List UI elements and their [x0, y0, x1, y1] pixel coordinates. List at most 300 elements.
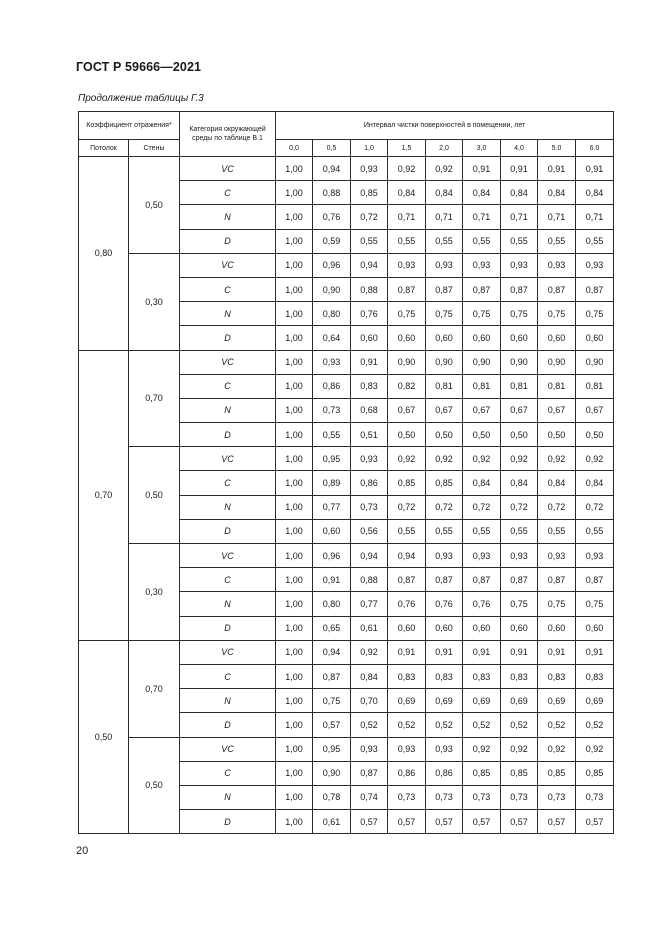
coefficient-cell: 0,60 [538, 616, 576, 640]
category-value: VC [180, 253, 276, 277]
coefficient-cell: 1,00 [276, 350, 313, 374]
coefficient-cell: 0,77 [313, 495, 351, 519]
coefficient-cell: 0,93 [351, 157, 388, 181]
coefficient-cell: 0,65 [313, 616, 351, 640]
coefficient-cell: 1,00 [276, 423, 313, 447]
table-row [79, 447, 614, 471]
coefficient-cell: 0,73 [426, 785, 463, 809]
coefficient-cell: 0,90 [538, 350, 576, 374]
coefficient-cell: 0,81 [463, 374, 501, 398]
coefficient-cell: 0,93 [313, 350, 351, 374]
coefficient-cell: 0,55 [388, 519, 426, 543]
coefficient-cell: 0,86 [313, 374, 351, 398]
interval-header-cell: 0,0 [276, 140, 313, 157]
coefficient-cell: 0,87 [313, 664, 351, 688]
coefficient-cell: 0,73 [351, 495, 388, 519]
coefficient-cell: 0,91 [313, 568, 351, 592]
coefficient-cell: 0,85 [426, 471, 463, 495]
coefficient-cell: 0,92 [426, 447, 463, 471]
coefficient-cell: 0,91 [538, 640, 576, 664]
coefficient-cell: 0,57 [538, 810, 576, 834]
coefficient-cell: 0,80 [313, 592, 351, 616]
coefficient-cell: 0,50 [501, 423, 538, 447]
coefficient-cell: 0,75 [576, 302, 614, 326]
category-value: C [180, 277, 276, 301]
coefficient-cell: 0,60 [426, 616, 463, 640]
table-row [79, 737, 614, 761]
coefficient-cell: 0,87 [351, 761, 388, 785]
coefficient-cell: 0,52 [351, 713, 388, 737]
coefficient-cell: 0,92 [501, 737, 538, 761]
coefficient-cell: 0,93 [351, 737, 388, 761]
coefficient-cell: 0,71 [463, 205, 501, 229]
ceiling-value: 0,80 [79, 157, 129, 351]
coefficient-cell: 0,84 [501, 181, 538, 205]
coefficient-cell: 0,74 [351, 785, 388, 809]
coefficient-cell: 0,50 [463, 423, 501, 447]
coefficient-cell: 1,00 [276, 302, 313, 326]
coefficient-cell: 0,94 [351, 253, 388, 277]
coefficient-cell: 1,00 [276, 592, 313, 616]
coefficient-cell: 0,72 [388, 495, 426, 519]
coefficient-cell: 0,92 [463, 737, 501, 761]
coefficient-cell: 0,86 [388, 761, 426, 785]
coefficient-cell: 0,87 [426, 277, 463, 301]
coefficient-cell: 0,60 [463, 616, 501, 640]
coefficient-cell: 0,67 [576, 398, 614, 422]
coefficient-cell: 0,84 [463, 181, 501, 205]
coefficient-cell: 0,55 [426, 229, 463, 253]
coefficient-cell: 0,52 [426, 713, 463, 737]
coefficient-cell: 0,75 [313, 689, 351, 713]
coefficient-cell: 0,76 [388, 592, 426, 616]
coefficient-cell: 0,73 [313, 398, 351, 422]
coefficient-cell: 0,84 [576, 181, 614, 205]
ceiling-value: 0,70 [79, 350, 129, 640]
cleaning-interval-table [78, 111, 614, 834]
coefficient-cell: 0,95 [313, 737, 351, 761]
category-value: VC [180, 737, 276, 761]
coefficient-cell: 0,92 [576, 737, 614, 761]
coefficient-cell: 0,69 [388, 689, 426, 713]
coefficient-cell: 1,00 [276, 616, 313, 640]
coefficient-cell: 0,75 [388, 302, 426, 326]
coefficient-cell: 0,90 [463, 350, 501, 374]
coefficient-cell: 0,75 [538, 592, 576, 616]
coefficient-cell: 0,73 [463, 785, 501, 809]
coefficient-cell: 0,55 [463, 229, 501, 253]
coefficient-cell: 0,85 [463, 761, 501, 785]
coefficient-cell: 0,52 [388, 713, 426, 737]
table-row [79, 640, 614, 664]
walls-value: 0,50 [129, 157, 180, 254]
coefficient-cell: 0,69 [463, 689, 501, 713]
category-value: N [180, 205, 276, 229]
coefficient-cell: 0,72 [463, 495, 501, 519]
coefficient-cell: 0,90 [501, 350, 538, 374]
coefficient-cell: 1,00 [276, 229, 313, 253]
coefficient-cell: 0,87 [538, 568, 576, 592]
coefficient-cell: 0,60 [426, 326, 463, 350]
interval-header-cell: 3,0 [463, 140, 501, 157]
walls-value: 0,70 [129, 640, 180, 737]
table-row [79, 350, 614, 374]
walls-value: 0,70 [129, 350, 180, 447]
coefficient-cell: 0,57 [426, 810, 463, 834]
coefficient-cell: 0,64 [313, 326, 351, 350]
coefficient-cell: 0,94 [388, 544, 426, 568]
coefficient-cell: 0,60 [501, 616, 538, 640]
table-row [79, 253, 614, 277]
coefficient-cell: 0,90 [388, 350, 426, 374]
coefficient-cell: 0,71 [501, 205, 538, 229]
coefficient-cell: 1,00 [276, 326, 313, 350]
coefficient-cell: 0,60 [463, 326, 501, 350]
page-number: 20 [76, 845, 89, 857]
category-value: D [180, 229, 276, 253]
coefficient-cell: 0,93 [388, 737, 426, 761]
coefficient-cell: 0,57 [351, 810, 388, 834]
coefficient-cell: 0,60 [351, 326, 388, 350]
coefficient-cell: 0,92 [538, 737, 576, 761]
coefficient-cell: 0,93 [501, 253, 538, 277]
coefficient-cell: 0,76 [426, 592, 463, 616]
coefficient-cell: 0,67 [388, 398, 426, 422]
coefficient-cell: 0,75 [576, 592, 614, 616]
coefficient-cell: 0,83 [388, 664, 426, 688]
coefficient-cell: 0,90 [576, 350, 614, 374]
category-value: D [180, 616, 276, 640]
coefficient-cell: 0,57 [501, 810, 538, 834]
category-value: N [180, 592, 276, 616]
coefficient-cell: 0,55 [501, 519, 538, 543]
coefficient-cell: 0,91 [463, 640, 501, 664]
interval-header-cell: 2,0 [426, 140, 463, 157]
coefficient-cell: 1,00 [276, 568, 313, 592]
coefficient-cell: 0,50 [538, 423, 576, 447]
coefficient-cell: 0,87 [538, 277, 576, 301]
category-value: C [180, 664, 276, 688]
coefficient-cell: 0,85 [388, 471, 426, 495]
coefficient-cell: 0,90 [313, 277, 351, 301]
coefficient-cell: 1,00 [276, 810, 313, 834]
category-value: VC [180, 157, 276, 181]
interval-header: Интервал чистки поверхностей в помещении, лет [276, 112, 614, 140]
coefficient-cell: 0,55 [351, 229, 388, 253]
coefficient-cell: 0,75 [538, 302, 576, 326]
coefficient-cell: 0,55 [426, 519, 463, 543]
coefficient-cell: 1,00 [276, 761, 313, 785]
coefficient-cell: 1,00 [276, 471, 313, 495]
coefficient-cell: 0,60 [388, 616, 426, 640]
coefficient-cell: 0,75 [426, 302, 463, 326]
coefficient-cell: 0,88 [313, 181, 351, 205]
coefficient-cell: 0,50 [426, 423, 463, 447]
coefficient-cell: 0,96 [313, 253, 351, 277]
category-value: C [180, 471, 276, 495]
coefficient-cell: 0,51 [351, 423, 388, 447]
coefficient-cell: 0,87 [501, 277, 538, 301]
coefficient-cell: 0,55 [576, 229, 614, 253]
coefficient-cell: 0,89 [313, 471, 351, 495]
coefficient-cell: 0,69 [501, 689, 538, 713]
coefficient-cell: 0,52 [538, 713, 576, 737]
coefficient-cell: 0,92 [501, 447, 538, 471]
coefficient-cell: 0,93 [538, 544, 576, 568]
coefficient-cell: 0,81 [501, 374, 538, 398]
coefficient-cell: 0,55 [576, 519, 614, 543]
coefficient-cell: 0,55 [501, 229, 538, 253]
category-value: C [180, 761, 276, 785]
coefficient-cell: 1,00 [276, 398, 313, 422]
coefficient-cell: 0,72 [501, 495, 538, 519]
coefficient-cell: 0,84 [426, 181, 463, 205]
category-value: VC [180, 350, 276, 374]
coefficient-cell: 0,93 [426, 544, 463, 568]
coefficient-cell: 1,00 [276, 737, 313, 761]
coefficient-cell: 0,90 [313, 761, 351, 785]
table-row [79, 544, 614, 568]
coefficient-cell: 0,60 [576, 616, 614, 640]
interval-header-cell: 1,0 [351, 140, 388, 157]
coefficient-cell: 0,93 [388, 253, 426, 277]
coefficient-cell: 0,91 [463, 157, 501, 181]
coefficient-cell: 0,57 [388, 810, 426, 834]
walls-value: 0,50 [129, 447, 180, 544]
coefficient-cell: 0,73 [576, 785, 614, 809]
coefficient-cell: 0,83 [501, 664, 538, 688]
coefficient-cell: 0,84 [351, 664, 388, 688]
coefficient-cell: 0,83 [463, 664, 501, 688]
coefficient-cell: 0,85 [501, 761, 538, 785]
coefficient-cell: 0,91 [426, 640, 463, 664]
coefficient-cell: 0,93 [463, 544, 501, 568]
coefficient-cell: 0,75 [501, 302, 538, 326]
coefficient-cell: 0,93 [351, 447, 388, 471]
coefficient-cell: 0,59 [313, 229, 351, 253]
coefficient-cell: 0,84 [501, 471, 538, 495]
coefficient-cell: 0,57 [463, 810, 501, 834]
coefficient-cell: 1,00 [276, 495, 313, 519]
category-value: D [180, 810, 276, 834]
coefficient-cell: 0,92 [576, 447, 614, 471]
coefficient-cell: 0,92 [463, 447, 501, 471]
coefficient-cell: 1,00 [276, 689, 313, 713]
coefficient-cell: 0,93 [426, 253, 463, 277]
coefficient-cell: 0,83 [576, 664, 614, 688]
coefficient-cell: 0,87 [501, 568, 538, 592]
coefficient-cell: 0,71 [576, 205, 614, 229]
coefficient-cell: 0,83 [538, 664, 576, 688]
coefficient-cell: 1,00 [276, 277, 313, 301]
coefficient-cell: 0,93 [426, 737, 463, 761]
coefficient-cell: 0,90 [426, 350, 463, 374]
coefficient-cell: 0,94 [313, 640, 351, 664]
coefficient-cell: 0,67 [463, 398, 501, 422]
coefficient-cell: 0,84 [538, 181, 576, 205]
coefficient-cell: 1,00 [276, 785, 313, 809]
walls-header: Стены [129, 140, 180, 157]
reflection-coefficient-header: Коэффициент отражения* [79, 112, 180, 140]
coefficient-cell: 0,75 [463, 302, 501, 326]
coefficient-cell: 0,84 [388, 181, 426, 205]
coefficient-cell: 0,52 [463, 713, 501, 737]
coefficient-cell: 0,60 [538, 326, 576, 350]
coefficient-cell: 0,55 [538, 519, 576, 543]
coefficient-cell: 0,60 [388, 326, 426, 350]
coefficient-cell: 0,73 [538, 785, 576, 809]
category-header: Категория окружающей среды по таблице В.1 [180, 112, 276, 157]
coefficient-cell: 0,67 [501, 398, 538, 422]
coefficient-cell: 0,85 [538, 761, 576, 785]
coefficient-cell: 0,93 [576, 544, 614, 568]
coefficient-cell: 1,00 [276, 253, 313, 277]
coefficient-cell: 0,73 [388, 785, 426, 809]
coefficient-cell: 0,69 [426, 689, 463, 713]
coefficient-cell: 0,87 [463, 568, 501, 592]
coefficient-cell: 1,00 [276, 374, 313, 398]
category-value: VC [180, 447, 276, 471]
category-value: N [180, 398, 276, 422]
category-value: C [180, 568, 276, 592]
coefficient-cell: 0,93 [538, 253, 576, 277]
coefficient-cell: 0,72 [538, 495, 576, 519]
coefficient-cell: 0,94 [313, 157, 351, 181]
coefficient-cell: 0,84 [576, 471, 614, 495]
coefficient-cell: 0,72 [426, 495, 463, 519]
coefficient-cell: 0,91 [538, 157, 576, 181]
walls-value: 0,30 [129, 253, 180, 350]
coefficient-cell: 0,80 [313, 302, 351, 326]
coefficient-cell: 0,55 [313, 423, 351, 447]
coefficient-cell: 1,00 [276, 157, 313, 181]
coefficient-cell: 0,96 [313, 544, 351, 568]
coefficient-cell: 0,78 [313, 785, 351, 809]
coefficient-cell: 0,87 [576, 568, 614, 592]
table-body [79, 157, 614, 834]
category-value: D [180, 423, 276, 447]
coefficient-cell: 1,00 [276, 544, 313, 568]
coefficient-cell: 0,50 [576, 423, 614, 447]
coefficient-cell: 0,52 [576, 713, 614, 737]
coefficient-cell: 0,93 [501, 544, 538, 568]
ceiling-header: Потолок [79, 140, 129, 157]
category-value: N [180, 495, 276, 519]
category-value: N [180, 689, 276, 713]
coefficient-cell: 0,81 [426, 374, 463, 398]
walls-value: 0,50 [129, 737, 180, 834]
coefficient-cell: 0,75 [501, 592, 538, 616]
category-value: VC [180, 544, 276, 568]
interval-header-cell: 6.0 [576, 140, 614, 157]
coefficient-cell: 0,91 [576, 640, 614, 664]
coefficient-cell: 0,68 [351, 398, 388, 422]
coefficient-cell: 0,57 [313, 713, 351, 737]
coefficient-cell: 0,92 [388, 157, 426, 181]
coefficient-cell: 0,67 [426, 398, 463, 422]
coefficient-cell: 0,73 [501, 785, 538, 809]
coefficient-cell: 0,85 [351, 181, 388, 205]
interval-header-cell: 0,5 [313, 140, 351, 157]
coefficient-cell: 0,60 [501, 326, 538, 350]
coefficient-cell: 0,85 [576, 761, 614, 785]
coefficient-cell: 0,87 [426, 568, 463, 592]
coefficient-cell: 0,87 [463, 277, 501, 301]
coefficient-cell: 0,71 [426, 205, 463, 229]
coefficient-cell: 0,61 [351, 616, 388, 640]
category-value: C [180, 374, 276, 398]
coefficient-cell: 0,87 [388, 568, 426, 592]
category-value: C [180, 181, 276, 205]
coefficient-cell: 0,87 [388, 277, 426, 301]
coefficient-cell: 0,76 [313, 205, 351, 229]
coefficient-cell: 0,84 [463, 471, 501, 495]
table-caption: Продолжение таблицы Г.3 [78, 93, 204, 104]
category-value: D [180, 326, 276, 350]
coefficient-cell: 0,93 [576, 253, 614, 277]
coefficient-cell: 0,72 [576, 495, 614, 519]
coefficient-cell: 0,77 [351, 592, 388, 616]
coefficient-cell: 0,81 [538, 374, 576, 398]
coefficient-cell: 0,76 [463, 592, 501, 616]
coefficient-cell: 0,92 [538, 447, 576, 471]
coefficient-cell: 0,50 [388, 423, 426, 447]
header-row-bottom [79, 140, 614, 157]
coefficient-cell: 0,69 [538, 689, 576, 713]
coefficient-cell: 0,91 [501, 640, 538, 664]
coefficient-cell: 0,70 [351, 689, 388, 713]
table-row [79, 157, 614, 181]
category-value: N [180, 785, 276, 809]
interval-header-cell: 4,0 [501, 140, 538, 157]
coefficient-cell: 0,91 [388, 640, 426, 664]
walls-value: 0,30 [129, 544, 180, 641]
coefficient-cell: 0,86 [426, 761, 463, 785]
coefficient-cell: 0,83 [351, 374, 388, 398]
category-value: VC [180, 640, 276, 664]
coefficient-cell: 1,00 [276, 713, 313, 737]
interval-header-cell: 1,5 [388, 140, 426, 157]
header-row-top [79, 112, 614, 140]
category-value: D [180, 519, 276, 543]
coefficient-cell: 0,93 [463, 253, 501, 277]
coefficient-cell: 0,92 [426, 157, 463, 181]
coefficient-cell: 1,00 [276, 205, 313, 229]
coefficient-cell: 0,71 [538, 205, 576, 229]
coefficient-cell: 0,92 [351, 640, 388, 664]
coefficient-cell: 0,55 [463, 519, 501, 543]
coefficient-cell: 1,00 [276, 640, 313, 664]
coefficient-cell: 0,91 [576, 157, 614, 181]
coefficient-cell: 0,60 [313, 519, 351, 543]
document-header: ГОСТ Р 59666—2021 [76, 60, 202, 74]
coefficient-cell: 0,92 [388, 447, 426, 471]
interval-header-cell: 5.0 [538, 140, 576, 157]
coefficient-cell: 0,71 [388, 205, 426, 229]
coefficient-cell: 0,94 [351, 544, 388, 568]
coefficient-cell: 0,72 [351, 205, 388, 229]
coefficient-cell: 0,88 [351, 277, 388, 301]
coefficient-cell: 0,61 [313, 810, 351, 834]
coefficient-cell: 0,82 [388, 374, 426, 398]
coefficient-cell: 0,60 [576, 326, 614, 350]
coefficient-cell: 0,55 [388, 229, 426, 253]
coefficient-cell: 0,83 [426, 664, 463, 688]
ceiling-value: 0,50 [79, 640, 129, 834]
coefficient-cell: 1,00 [276, 447, 313, 471]
coefficient-cell: 0,57 [576, 810, 614, 834]
coefficient-cell: 0,86 [351, 471, 388, 495]
